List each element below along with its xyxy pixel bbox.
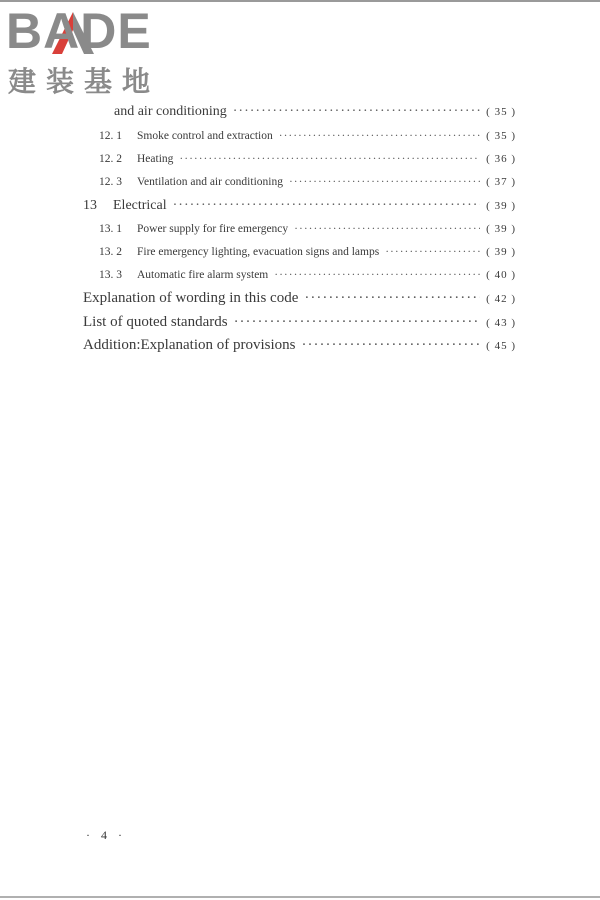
toc-entry-title: and air conditioning (114, 104, 227, 119)
toc-leader-dots (234, 314, 481, 331)
logo-word: BADE (6, 3, 152, 59)
toc-entry-page: ( 37 ) (486, 176, 516, 188)
toc-entry-number: 13 (83, 198, 97, 213)
toc-entry-title: List of quoted standards (83, 314, 228, 330)
toc-entry-title: Fire emergency lighting, evacuation signs and lamps (137, 246, 380, 258)
toc-entry-number: 13. 2 (99, 246, 122, 258)
toc-leader-dots (173, 198, 481, 213)
toc-entry-title: Ventilation and air conditioning (137, 176, 283, 188)
toc-entry-title: Explanation of wording in this code (83, 290, 299, 306)
toc-entry (83, 314, 516, 334)
toc-leader-dots (289, 176, 480, 189)
toc-leader-dots (179, 153, 480, 166)
toc-entry-number: 12. 1 (99, 130, 122, 142)
toc-entry-number: 13. 3 (99, 269, 122, 281)
toc-leader-dots (274, 269, 480, 282)
toc-entry-page: ( 40 ) (486, 269, 516, 281)
toc-entry-page: ( 35 ) (486, 130, 516, 142)
toc-entry-number: 12. 3 (99, 176, 122, 188)
toc-entry-title: Addition:Explanation of provisions (83, 337, 296, 353)
toc-leader-dots (301, 337, 480, 354)
bottom-rule (0, 896, 600, 898)
toc-leader-dots (279, 130, 480, 143)
toc-leader-dots (304, 290, 480, 307)
toc-entry-page: ( 42 ) (486, 293, 516, 305)
toc-entry (99, 130, 516, 150)
toc-entry (99, 176, 516, 196)
toc-entry-page: ( 35 ) (486, 106, 516, 118)
toc-entry (99, 269, 516, 289)
toc-leader-dots (233, 104, 480, 119)
toc-entry-title: Automatic fire alarm system (137, 269, 269, 281)
toc-entry (99, 246, 516, 266)
logo-chinese-text: 建装基地 (8, 65, 161, 98)
page-number: · 4 · (86, 828, 126, 842)
toc-entry-page: ( 39 ) (486, 223, 516, 235)
toc-entry (83, 290, 516, 310)
toc-entry-number: 12. 2 (99, 153, 122, 165)
toc-entry-title: Electrical (113, 198, 167, 213)
toc-entry (99, 223, 516, 243)
toc-entry (83, 337, 516, 357)
toc-entry-number: 13. 1 (99, 223, 122, 235)
toc-entry-page: ( 45 ) (486, 340, 516, 352)
toc-leader-dots (385, 246, 480, 259)
toc-entry-title: Smoke control and extraction (137, 130, 273, 142)
toc-entry (99, 153, 516, 173)
toc-entry-page: ( 39 ) (486, 200, 516, 212)
toc-entry-page: ( 39 ) (486, 246, 516, 258)
toc-entry-title: Power supply for fire emergency (137, 223, 289, 235)
toc-entry (83, 198, 516, 218)
toc-entry-page: ( 36 ) (486, 153, 516, 165)
toc-entry-title: Heating (137, 153, 174, 165)
toc-leader-dots (294, 223, 480, 236)
toc-entry-page: ( 43 ) (486, 317, 516, 329)
toc-entry (114, 104, 516, 124)
